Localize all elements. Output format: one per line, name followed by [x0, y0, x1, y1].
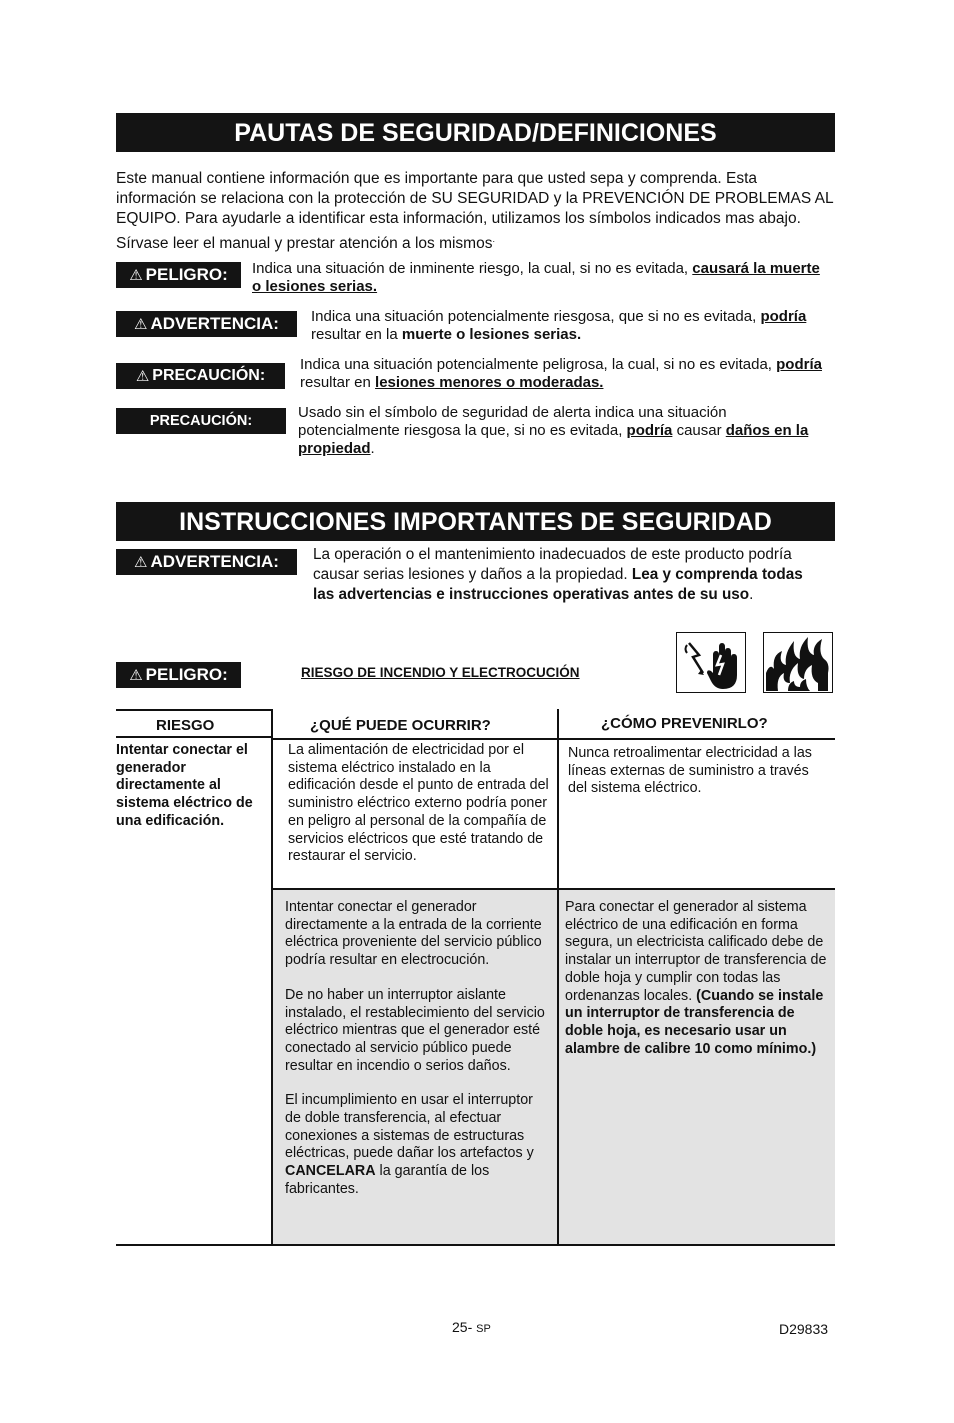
section-title-important-instructions: INSTRUCCIONES IMPORTANTES DE SEGURIDAD: [116, 502, 835, 541]
definition-emphasis: muerte o lesiones serias.: [401, 326, 582, 343]
table-divider: [557, 709, 559, 1245]
definition-text: Usado sin el símbolo de seguridad de alerta indica una situación potencialmente riesgosa la que, si no es evitada,: [298, 404, 727, 439]
definition-emphasis: causará la muerte o lesiones serias.: [252, 260, 820, 295]
what-cell-2: [285, 899, 547, 1199]
definition-text: causar: [676, 422, 722, 439]
definition-warning: [311, 308, 831, 344]
warning-triangle-icon: ⚠: [129, 667, 143, 684]
fire-flames-icon: [763, 632, 833, 693]
definition-text: .: [370, 440, 375, 457]
how-emphasis: (Cuando se instale un interruptor de transferencia de doble hoja, es necesario usar un alambre de calibre 10 como mínimo.): [565, 987, 824, 1057]
hazard-title: RIESGO DE INCENDIO Y ELECTROCUCIÓN: [301, 665, 580, 680]
what-cell-1: La alimentación de electricidad por el sistema eléctrico instalado en la edificación desde el punto de entrada del suministro eléctrico externo podría poner en peligro al personal de la compañía de servicios eléctricos que esté tratando de restaurar el servicio.: [288, 742, 549, 865]
definition-text: Indica una situación potencialmente peligrosa, la cual, si no es evitada,: [300, 356, 772, 373]
table-rule: [272, 738, 835, 740]
table-divider: [271, 709, 273, 1245]
badge-label: PELIGRO:: [145, 265, 228, 284]
what-emphasis: CANCELARA: [285, 1163, 376, 1180]
definition-text: resultar en la: [311, 326, 398, 343]
how-cell-2: [565, 899, 835, 1058]
definition-text: Indica una situación potencialmente riesgosa, que si no es evitada,: [311, 308, 757, 325]
warning-emphasis: Lea y comprenda todas las advertencias e instrucciones operativas antes de su uso: [313, 566, 803, 603]
warning-text: .: [749, 586, 754, 603]
what-paragraph: De no haber un interruptor aislante instalado, el restablecimiento del servicio eléctrico mientras que el generador esté conectado al servicio público puede resultar en incendio o serios daños.: [285, 986, 545, 1074]
definition-caution: [300, 356, 830, 392]
warning-badge: [116, 311, 297, 337]
warning-triangle-icon: ⚠: [134, 554, 148, 571]
table-rule: [116, 709, 271, 711]
electric-shock-hand-icon: [676, 632, 746, 693]
how-cell-1: Nunca retroalimentar electricidad a las líneas externas de suministro a través del sistema eléctrico.: [568, 745, 812, 797]
table-rule: [272, 888, 835, 890]
warning-badge: [116, 549, 297, 575]
page-suffix: SP: [476, 1323, 491, 1335]
intro-paragraph: Este manual contiene información que es importante para que usted sepa y comprenda. Esta información se relaciona con la protección de SU SEGURIDAD y la PREVENCIÓN DE PROBLEMAS AL EQUIPO. Para ayudarle a identificar esta información, utilizamos los símbolos indicados mas abajo. Sírvase leer el manual y prestar atención a los mismos.: [116, 170, 834, 253]
document-code: D29833: [779, 1321, 829, 1337]
column-header-how: ¿CÓMO PREVENIRLO?: [601, 715, 768, 732]
badge-label: PRECAUCIÓN:: [149, 413, 253, 429]
warning-text: La operación o el mantenimiento inadecuados de este producto podría causar serias lesiones y daños a la propiedad.: [313, 546, 792, 583]
caution-badge-no-symbol: [116, 408, 286, 434]
definition-caution-property: [298, 404, 830, 458]
what-text: El incumplimiento en usar el interruptor de doble transferencia, al efectuar conexiones a sistemas de estructuras eléctricas, puede dañar los artefactos y: [285, 1092, 534, 1162]
definition-emphasis: podría: [626, 422, 673, 439]
badge-label: ADVERTENCIA:: [150, 552, 279, 571]
what-paragraph: [285, 1092, 547, 1198]
definition-emphasis: daños en la propiedad: [298, 422, 809, 457]
page-number-value: 25-: [452, 1319, 473, 1335]
badge-label: ADVERTENCIA:: [150, 314, 279, 333]
badge-label: PELIGRO:: [145, 665, 228, 684]
what-text: la garantía de los fabricantes.: [285, 1163, 490, 1197]
risk-cell: Intentar conectar el generador directamente al sistema eléctrico de una edificación.: [116, 742, 253, 829]
definition-text: Indica una situación de inminente riesgo, la cual, si no es evitada,: [252, 260, 689, 277]
column-header-what: ¿QUÉ PUEDE OCURRIR?: [310, 717, 491, 734]
table-rule: [116, 1244, 835, 1246]
definition-emphasis: podría: [776, 356, 822, 373]
definition-text: resultar en: [300, 374, 371, 391]
table-rule: [116, 736, 271, 738]
column-header-risk: RIESGO: [156, 717, 215, 734]
section-title-safety-guidelines: PAUTAS DE SEGURIDAD/DEFINICIONES: [116, 113, 835, 152]
warning-triangle-icon: ⚠: [129, 267, 143, 284]
caution-badge: [116, 363, 285, 389]
badge-label: PRECAUCIÓN:: [152, 367, 266, 384]
danger-badge: [116, 262, 241, 288]
danger-badge: [116, 662, 241, 688]
warning-triangle-icon: ⚠: [135, 368, 150, 385]
definition-emphasis: podría: [760, 308, 807, 325]
warning-triangle-icon: ⚠: [134, 316, 148, 333]
definition-emphasis: lesiones menores o moderadas.: [375, 374, 604, 391]
what-paragraph: Intentar conectar el generador directamente a la entrada de la corriente eléctrica proveniente del servicio público podría resultar en electrocución.: [285, 899, 542, 969]
warning-paragraph: [313, 545, 823, 605]
page-number: [452, 1319, 491, 1335]
how-text: Para conectar el generador al sistema eléctrico de una edificación en forma segura, un electricista calificado debe de instalar un interruptor de transferencia de doble hoja y cumplir con todas las ordenanzas locales.: [565, 899, 827, 1004]
definition-danger: [252, 260, 832, 296]
